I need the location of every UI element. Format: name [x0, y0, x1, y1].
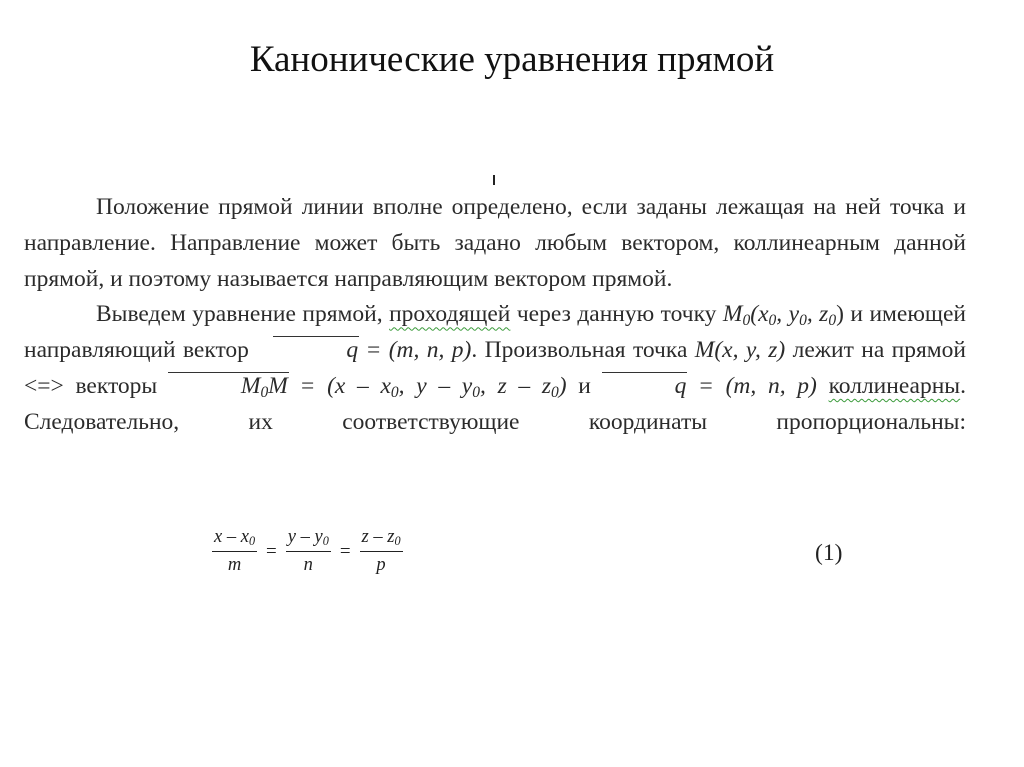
p2-intro: Выведем уравнение прямой, [96, 301, 390, 328]
fraction-x: $\frac{x - x_0}{m}$ [214, 527, 256, 575]
point-M: M(x, y, [694, 337, 761, 364]
point-M0: $M_0(x_0$, $y_0$, $z_0$ [722, 301, 837, 330]
vector-M0M-components: = ($x - x_0$, y – $y_0$, z – $z_0$) [287, 372, 567, 401]
p2-and: и [566, 372, 603, 399]
vector-M0M: $M_0M$ [169, 369, 288, 405]
canonical-equation [208, 527, 407, 576]
text-cursor [493, 175, 495, 185]
paragraph-2 [24, 297, 966, 440]
vector-q-2: q [603, 369, 687, 405]
spellcheck-word-1: проходящей [389, 301, 511, 328]
vector-q: q [274, 333, 358, 369]
scanned-text-block [24, 190, 966, 441]
vector-q-components-2: = (m, n, p) [686, 372, 817, 399]
p2-through-point: через данную точку [510, 301, 723, 328]
paragraph-1: Положение прямой линии вполне определено, если заданы лежащая на ней точка и направление. Направление может быть задано любым вектором, коллинеарным данной прямой, и поэтому называется направляющим вектором прямой. [24, 194, 966, 292]
p2-lies-on-line: лежит на прямой <=> векторы [24, 337, 966, 399]
fraction-z: $\frac{z - z_0}{p}$ [361, 527, 401, 575]
point-M-z: z) [768, 337, 786, 364]
equation-number: (1) [815, 540, 843, 566]
vector-q-components: = (m, n, p) [358, 337, 472, 364]
equals-sign-1: = [266, 540, 277, 562]
p2-direction-vector-text: ) и имеющей направляющий вектор [24, 301, 966, 364]
p2-conclusion: . Следовательно, их соответствующие координаты пропорциональны: [24, 372, 966, 435]
equals-sign-2: = [339, 540, 351, 562]
fraction-y: $\frac{y - y_0}{n}$ [287, 527, 329, 575]
p2-arbitrary-point: . Произвольная точка [471, 337, 695, 364]
slide-title: Канонические уравнения прямой [249, 39, 775, 80]
spellcheck-word-2: коллинеарны [828, 372, 961, 399]
